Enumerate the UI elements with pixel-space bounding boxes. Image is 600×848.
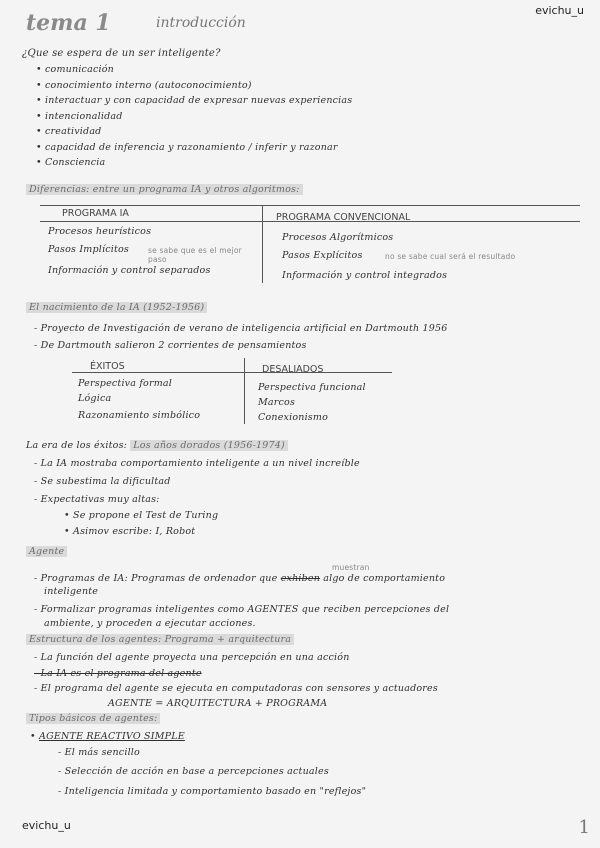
s4-line: - Se subestima la dificultad (34, 476, 171, 487)
s6-equation: AGENTE = ARQUITECTURA + PROGRAMA (108, 698, 328, 709)
s3-col1-item: Razonamiento simbólico (78, 410, 201, 421)
s1-bullet-item: • interactuar y con capacidad de expresar nuevas experiencias (36, 95, 353, 106)
s4-sub-item: • Asimov escribe: I, Robot (64, 526, 196, 537)
s2-col2-item: Información y control integrados (282, 270, 448, 281)
s6-line-struck: - La IA es el programa del agente (34, 668, 202, 679)
s2-table-divider (262, 205, 263, 283)
tema-topic: introducción (156, 15, 246, 31)
watermark-bottom: evichu_u (22, 819, 71, 832)
s7-line: - Selección de acción en base a percepciones actuales (58, 766, 329, 777)
s2-col1-header: PROGRAMA IA (62, 208, 129, 219)
s2-table-top-rule (40, 205, 580, 206)
s7-heading: Tipos básicos de agentes: (26, 713, 160, 724)
s2-col1-item: Procesos heurísticos (48, 226, 152, 237)
s3-col1-header: ÉXITOS (90, 361, 125, 372)
s5-line: inteligente (44, 586, 99, 597)
s7-line: - El más sencillo (58, 747, 140, 758)
s2-col2-item: Pasos Explícitos (282, 250, 363, 261)
s2-col1-item: Información y control separados (48, 265, 211, 276)
s5-heading: Agente (26, 546, 67, 557)
tema-title: tema 1 (26, 10, 111, 36)
s2-col1-item: Pasos Implícitos (48, 244, 130, 255)
s3-line: - De Dartmouth salieron 2 corrientes de pensamientos (34, 340, 307, 351)
s1-bullet-item: • intencionalidad (36, 110, 123, 122)
s1-bullet-item: • capacidad de inferencia y razonamiento / inferir y razonar (36, 141, 338, 153)
s4-heading: La era de los éxitos: Los años dorados (1956-1974) (26, 440, 288, 451)
s5-line: ambiente, y proceden a ejecutar acciones. (44, 618, 256, 629)
s1-bullet-item: • conocimiento interno (autoconocimiento) (36, 79, 252, 91)
s5-line: - Programas de IA: Programas de ordenador que exhiben algo de comportamiento (34, 573, 446, 584)
watermark-top: evichu_u (535, 4, 584, 17)
s3-col1-item: Perspectiva formal (78, 378, 173, 389)
s1-bullet-item: • Consciencia (36, 157, 106, 168)
s3-line: - Proyecto de Investigación de verano de inteligencia artificial en Dartmouth 1956 (34, 323, 448, 334)
s7-item: • AGENTE REACTIVO SIMPLE (30, 731, 185, 742)
s3-table-header-rule (72, 372, 392, 373)
page-number: 1 (578, 817, 590, 838)
s5-correction: muestran (332, 563, 370, 572)
s3-col2-item: Marcos (258, 397, 296, 408)
s7-line: - Inteligencia limitada y comportamiento basado en "reflejos" (58, 786, 367, 797)
s2-col1-note: se sabe que es el mejor paso (148, 246, 242, 264)
s6-line: - La función del agente proyecta una percepción en una acción (34, 652, 350, 663)
s1-bullet-item: • creatividad (36, 126, 102, 137)
s5-line: - Formalizar programas inteligentes como AGENTES que reciben percepciones del (34, 604, 450, 615)
s3-col2-item: Perspectiva funcional (258, 382, 366, 393)
s3-col2-header: DESALIADOS (262, 364, 324, 375)
s4-line: - La IA mostraba comportamiento inteligente a un nivel increíble (34, 458, 360, 469)
s3-table-divider (244, 358, 245, 424)
s2-heading: Diferencias: entre un programa IA y otros algoritmos: (26, 184, 303, 195)
s1-bullet-item: • comunicación (36, 64, 114, 75)
s2-col2-note: no se sabe cual será el resultado (385, 252, 516, 261)
s3-col1-item: Lógica (78, 393, 112, 404)
s2-col2-item: Procesos Algorítmicos (282, 232, 394, 243)
s6-heading: Estructura de los agentes: Programa + arquitectura (26, 634, 294, 645)
s4-line: - Expectativas muy altas: (34, 494, 160, 505)
s6-line: - El programa del agente se ejecuta en computadoras con sensores y actuadores (34, 683, 438, 694)
s3-col2-item: Conexionismo (258, 412, 329, 423)
s3-heading: El nacimiento de la IA (1952-1956) (26, 302, 207, 313)
s1-question: ¿Que se espera de un ser inteligente? (22, 48, 221, 59)
s2-col2-header: PROGRAMA CONVENCIONAL (276, 212, 411, 223)
s4-sub-item: • Se propone el Test de Turing (64, 510, 219, 521)
